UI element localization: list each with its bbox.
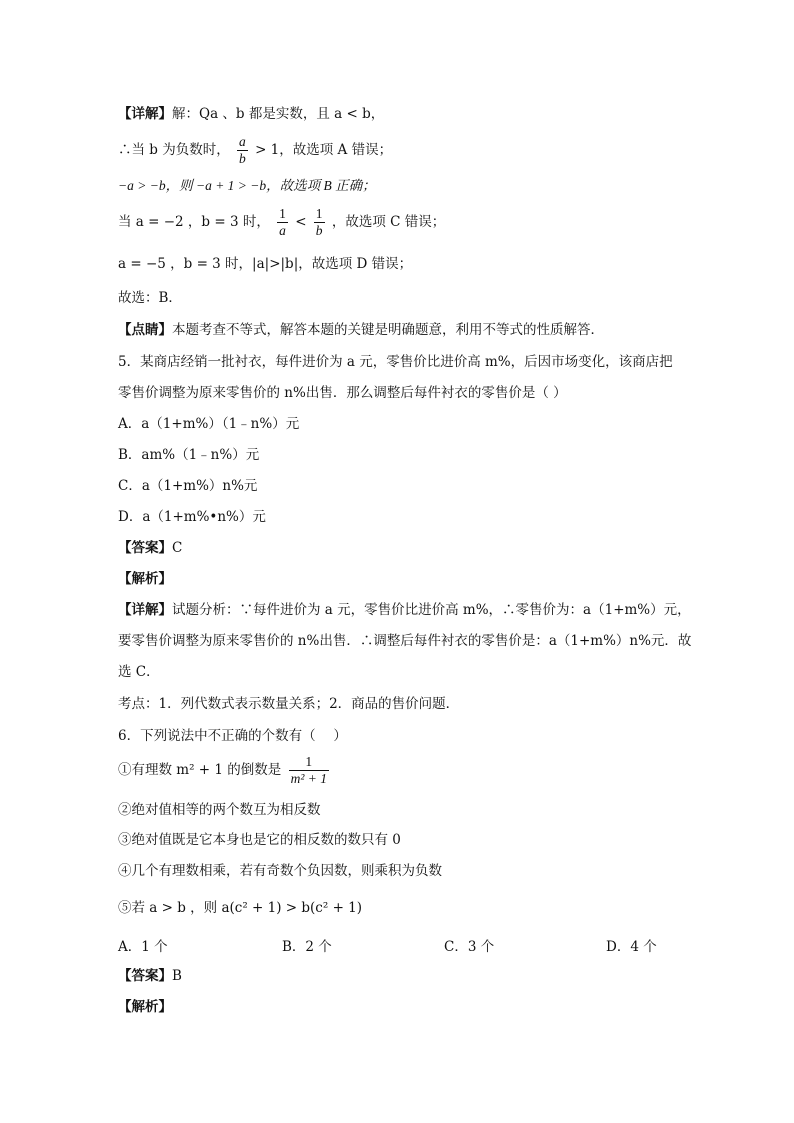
q5-detail-line-1 bbox=[118, 600, 691, 620]
detail-line-4 bbox=[118, 206, 445, 239]
fraction-1-over-a bbox=[277, 206, 288, 239]
answer-value: C bbox=[172, 540, 183, 556]
denominator: b bbox=[315, 223, 323, 238]
detail-line-1 bbox=[118, 104, 384, 124]
remark-tag: 【点睛】 bbox=[118, 322, 172, 338]
detail-text: > 1，故选项 A 错误； bbox=[255, 142, 393, 158]
detail-text: 当 a = −2 ，b = 3 时， bbox=[118, 214, 270, 230]
detail-tag: 【详解】 bbox=[118, 106, 172, 122]
q6-option-c: C．3 个 bbox=[444, 939, 495, 955]
q5-option-b: B．am%（1﹣n%）元 bbox=[118, 447, 260, 463]
q5-option-a: A．a（1+m%）（1﹣n%）元 bbox=[118, 416, 300, 432]
q5-option-c: C．a（1+m%）n%元 bbox=[118, 478, 258, 494]
q5-answer bbox=[118, 538, 182, 558]
q5-stem-line-2: 零售价调整为原来零售价的 n%出售．那么调整后每件衬衣的零售价是（ ） bbox=[118, 385, 567, 401]
numerator: 1 bbox=[279, 206, 286, 221]
detail-text: 试题分析：∵每件进价为 a 元，零售价比进价高 m%，∴零售价为：a（1+m%）元， bbox=[172, 602, 691, 618]
fraction-a-over-b bbox=[237, 134, 248, 167]
fraction-1-over-b bbox=[314, 206, 325, 239]
detail-line-3: −a > −b，则 −a + 1 > −b，故选项 B 正确； bbox=[118, 178, 376, 193]
detail-line-2 bbox=[118, 134, 392, 167]
fraction-reciprocal bbox=[289, 754, 329, 787]
q6-option-a: A．1 个 bbox=[118, 939, 168, 955]
q6-option-b: B．2 个 bbox=[282, 939, 332, 955]
answer-tag: 【答案】 bbox=[118, 968, 172, 984]
detail-line-5: a = −5 ，b = 3 时，|a|>|b|，故选项 D 错误； bbox=[118, 256, 413, 272]
q5-detail-line-3: 选 C． bbox=[118, 664, 160, 680]
q6-stem: 6．下列说法中不正确的个数有（ ） bbox=[118, 728, 347, 744]
remark-text: 本题考查不等式，解答本题的关键是明确题意，利用不等式的性质解答． bbox=[172, 322, 604, 338]
q6-statement-5: ⑤若 a > b ，则 a(c² + 1) > b(c² + 1) bbox=[118, 900, 363, 916]
answer-value: B bbox=[172, 968, 182, 984]
denominator: m² + 1 bbox=[290, 771, 327, 786]
numerator: 1 bbox=[289, 754, 329, 771]
remark-line bbox=[118, 320, 604, 340]
q6-option-d: D．4 个 bbox=[606, 939, 657, 955]
q6-analysis-tag: 【解析】 bbox=[118, 999, 172, 1015]
q5-option-d: D．a（1+m%•n%）元 bbox=[118, 509, 266, 525]
answer-tag: 【答案】 bbox=[118, 540, 172, 556]
denominator: b bbox=[239, 151, 246, 166]
detail-tag: 【详解】 bbox=[118, 602, 172, 618]
statement-text: ①有理数 m² + 1 的倒数是 bbox=[118, 762, 282, 778]
detail-line-6: 故选：B． bbox=[118, 290, 182, 306]
detail-text: ∴当 b 为负数时， bbox=[118, 142, 230, 158]
detail-text: ，故选项 C 错误； bbox=[331, 214, 446, 230]
q6-statement-1 bbox=[118, 754, 332, 787]
q6-statement-3: ③绝对值既是它本身也是它的相反数的数只有 0 bbox=[118, 832, 401, 848]
q5-kaodian: 考点：1．列代数式表示数量关系；2．商品的售价问题． bbox=[118, 696, 460, 712]
q6-statement-4: ④几个有理数相乘，若有奇数个负因数，则乘积为负数 bbox=[118, 863, 442, 879]
less-than-sign: < bbox=[295, 214, 307, 230]
q5-stem-line-1: 5．某商店经销一批衬衣，每件进价为 a 元，零售价比进价高 m%，后因市场变化，该商店把 bbox=[118, 354, 673, 370]
denominator: a bbox=[279, 223, 286, 238]
detail-text: 解：Qa 、b 都是实数，且 a < b， bbox=[172, 106, 385, 122]
q5-analysis-tag: 【解析】 bbox=[118, 571, 172, 587]
numerator: 1 bbox=[315, 206, 323, 221]
q6-answer bbox=[118, 966, 182, 986]
q5-detail-line-2: 要零售价调整为原来零售价的 n%出售．∴调整后每件衬衣的零售价是：a（1+m%）n%元．故 bbox=[118, 633, 692, 649]
numerator: a bbox=[239, 134, 246, 149]
q6-statement-2: ②绝对值相等的两个数互为相反数 bbox=[118, 802, 321, 818]
